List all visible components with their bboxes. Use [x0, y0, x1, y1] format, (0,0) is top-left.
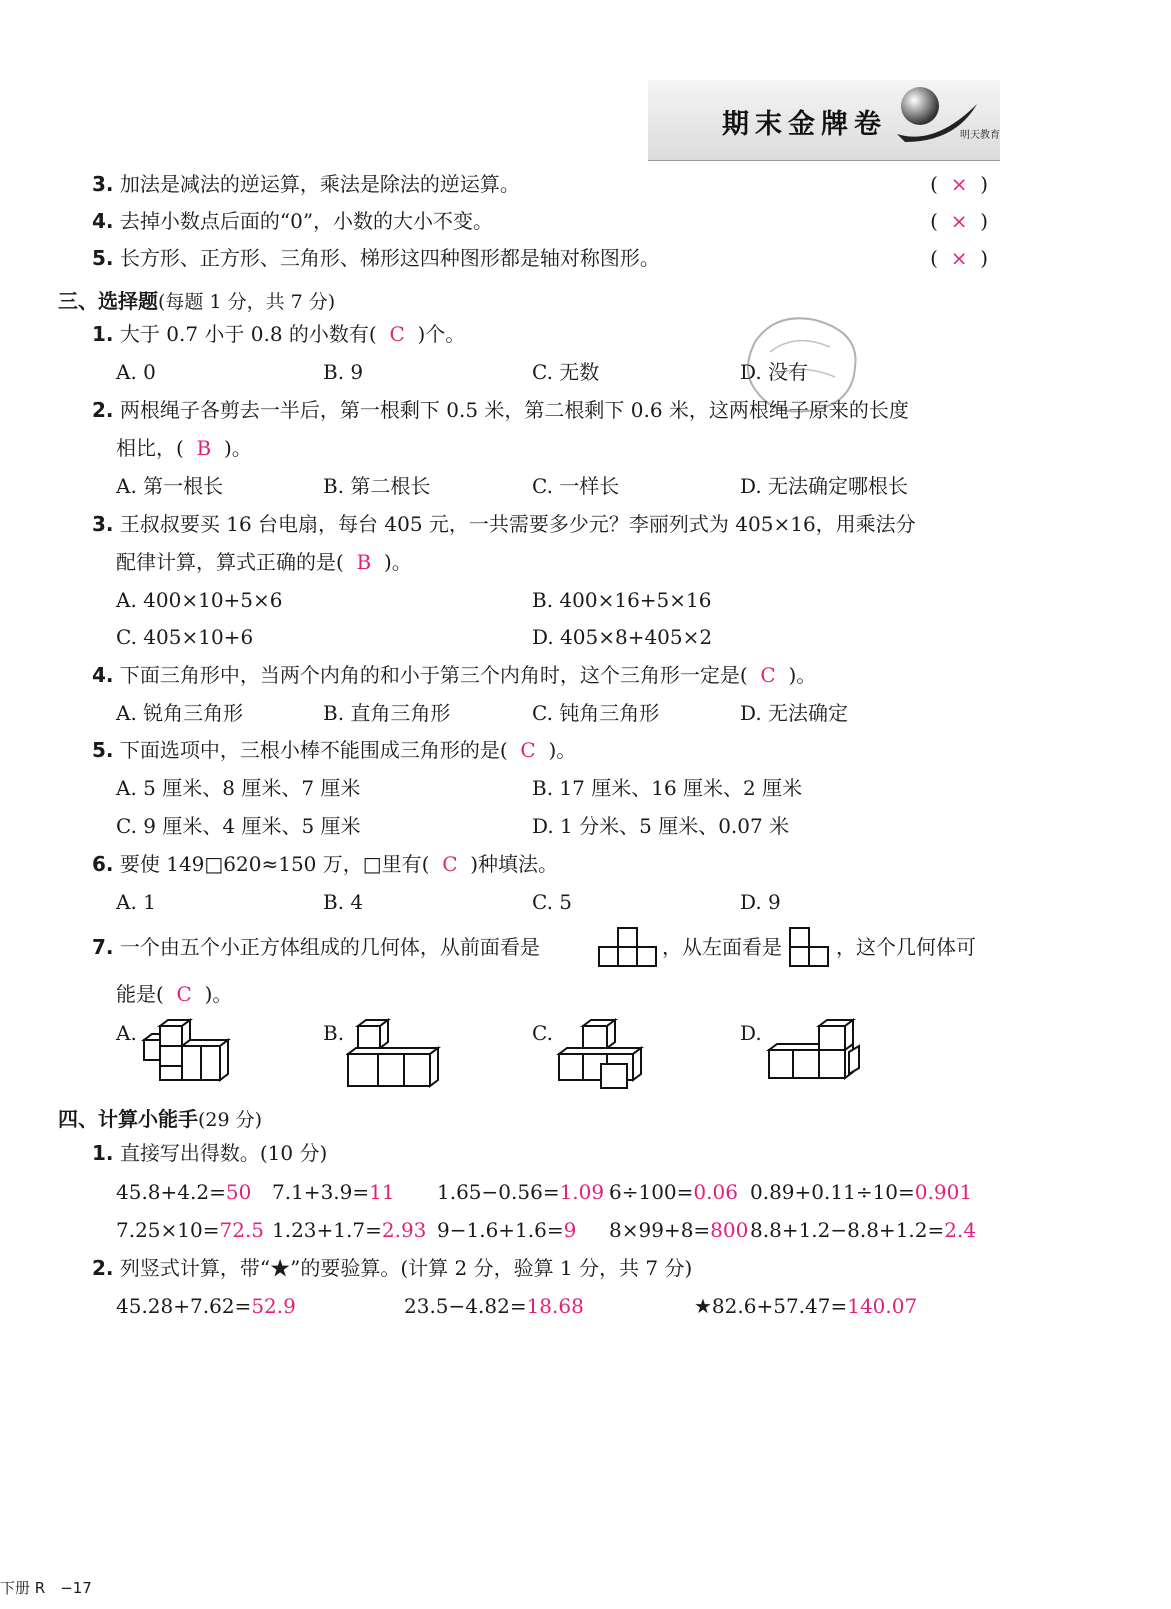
option: D. 没有: [740, 360, 809, 384]
option: A. 第一根长: [116, 474, 224, 498]
option: D. 无法确定: [740, 701, 849, 725]
option: A. 锐角三角形: [116, 701, 244, 725]
header-logo-icon: [895, 84, 1005, 160]
option: C. 5: [532, 890, 573, 914]
judge-item: 5. 长方形、正方形、三角形、梯形这四种图形都是轴对称图形。: [92, 246, 660, 270]
question-5: 5. 下面选项中，三根小棒不能围成三角形的是( C )。: [92, 738, 577, 762]
question-6: 6. 要使 149□620≈150 万，□里有( C )种填法。: [92, 852, 559, 876]
option: A. 400×10+5×6: [116, 588, 283, 612]
front-view-figure-icon: [598, 926, 660, 968]
calc-item: 8×99+8=800: [609, 1218, 749, 1242]
calc-item: 23.5−4.82=18.68: [404, 1294, 584, 1318]
calc-1-title: 1. 直接写出得数。(10 分): [92, 1141, 328, 1165]
option: B. 400×16+5×16: [532, 588, 712, 612]
calc-2-title: 2. 列竖式计算，带“★”的要验算。(计算 2 分，验算 1 分，共 7 分): [92, 1256, 693, 1280]
question-7-cont: 能是( C )。: [116, 982, 233, 1006]
page-footer: 下册 R −17: [0, 1579, 92, 1597]
question-4: 4. 下面三角形中，当两个内角的和小于第三个内角时，这个三角形一定是( C )。: [92, 663, 817, 687]
calc-item: 6÷100=0.06: [609, 1180, 738, 1204]
calc-item: 8.8+1.2−8.8+1.2=2.4: [750, 1218, 977, 1242]
question-7-end: ，这个几何体可: [836, 935, 976, 959]
option: B. 9: [323, 360, 364, 384]
judge-item: 3. 加法是减法的逆运算，乘法是除法的逆运算。: [92, 172, 520, 196]
option: D. 1 分米、5 厘米、0.07 米: [532, 814, 790, 838]
question-7: 7. 一个由五个小正方体组成的几何体，从前面看是: [92, 935, 540, 959]
calc-item: 1.65−0.56=1.09: [437, 1180, 605, 1204]
option: A.: [116, 1021, 137, 1045]
option: C. 一样长: [532, 474, 620, 498]
question-2-cont: 相比，( B )。: [116, 436, 252, 460]
cube-figure-d-icon: [765, 1018, 865, 1084]
option: A. 0: [116, 360, 156, 384]
option: A. 5 厘米、8 厘米、7 厘米: [116, 776, 361, 800]
question-1: 1. 大于 0.7 小于 0.8 的小数有( C )个。: [92, 322, 466, 346]
section-title: 三、选择题(每题 1 分，共 7 分): [58, 289, 336, 313]
judge-answer: ( × ): [930, 246, 988, 270]
option: B. 17 厘米、16 厘米、2 厘米: [532, 776, 803, 800]
calc-item: 9−1.6+1.6=9: [437, 1218, 577, 1242]
judge-answer: ( × ): [930, 209, 988, 233]
header-title: 期末金牌卷: [722, 109, 887, 140]
calc-item: 7.1+3.9=11: [272, 1180, 395, 1204]
calc-item: 45.8+4.2=50: [116, 1180, 252, 1204]
calc-item: ★82.6+57.47=140.07: [694, 1294, 918, 1318]
question-3: 3. 王叔叔要买 16 台电扇，每台 405 元，一共需要多少元？李丽列式为 405×16，用乘法分: [92, 512, 916, 536]
option: D.: [740, 1021, 762, 1045]
option: B. 第二根长: [323, 474, 431, 498]
calc-item: 45.28+7.62=52.9: [116, 1294, 296, 1318]
option: C. 9 厘米、4 厘米、5 厘米: [116, 814, 361, 838]
option: B. 4: [323, 890, 364, 914]
question-2: 2. 两根绳子各剪去一半后，第一根剩下 0.5 米，第二根剩下 0.6 米，这两根绳子原来的长度: [92, 398, 909, 422]
option: D. 无法确定哪根长: [740, 474, 909, 498]
question-7-mid: ，从左面看是: [662, 935, 782, 959]
calc-item: 0.89+0.11÷10=0.901: [750, 1180, 973, 1204]
option: B.: [323, 1021, 345, 1045]
option: D. 405×8+405×2: [532, 625, 713, 649]
calc-item: 1.23+1.7=2.93: [272, 1218, 427, 1242]
cube-figure-a-icon: [140, 1018, 235, 1084]
header-logo-text: 明天教育: [960, 130, 1000, 141]
judge-answer: ( × ): [930, 172, 988, 196]
option: A. 1: [116, 890, 156, 914]
option: C. 405×10+6: [116, 625, 254, 649]
section-title: 四、计算小能手(29 分): [58, 1107, 263, 1131]
cube-figure-c-icon: [555, 1018, 647, 1092]
option: D. 9: [740, 890, 781, 914]
option: C.: [532, 1021, 553, 1045]
cube-figure-b-icon: [346, 1018, 446, 1090]
option: C. 无数: [532, 360, 600, 384]
calc-item: 7.25×10=72.5: [116, 1218, 265, 1242]
left-view-figure-icon: [788, 926, 832, 968]
option: B. 直角三角形: [323, 701, 451, 725]
question-3-cont: 配律计算，算式正确的是( B )。: [116, 550, 412, 574]
judge-item: 4. 去掉小数点后面的“0”，小数的大小不变。: [92, 209, 494, 233]
option: C. 钝角三角形: [532, 701, 660, 725]
